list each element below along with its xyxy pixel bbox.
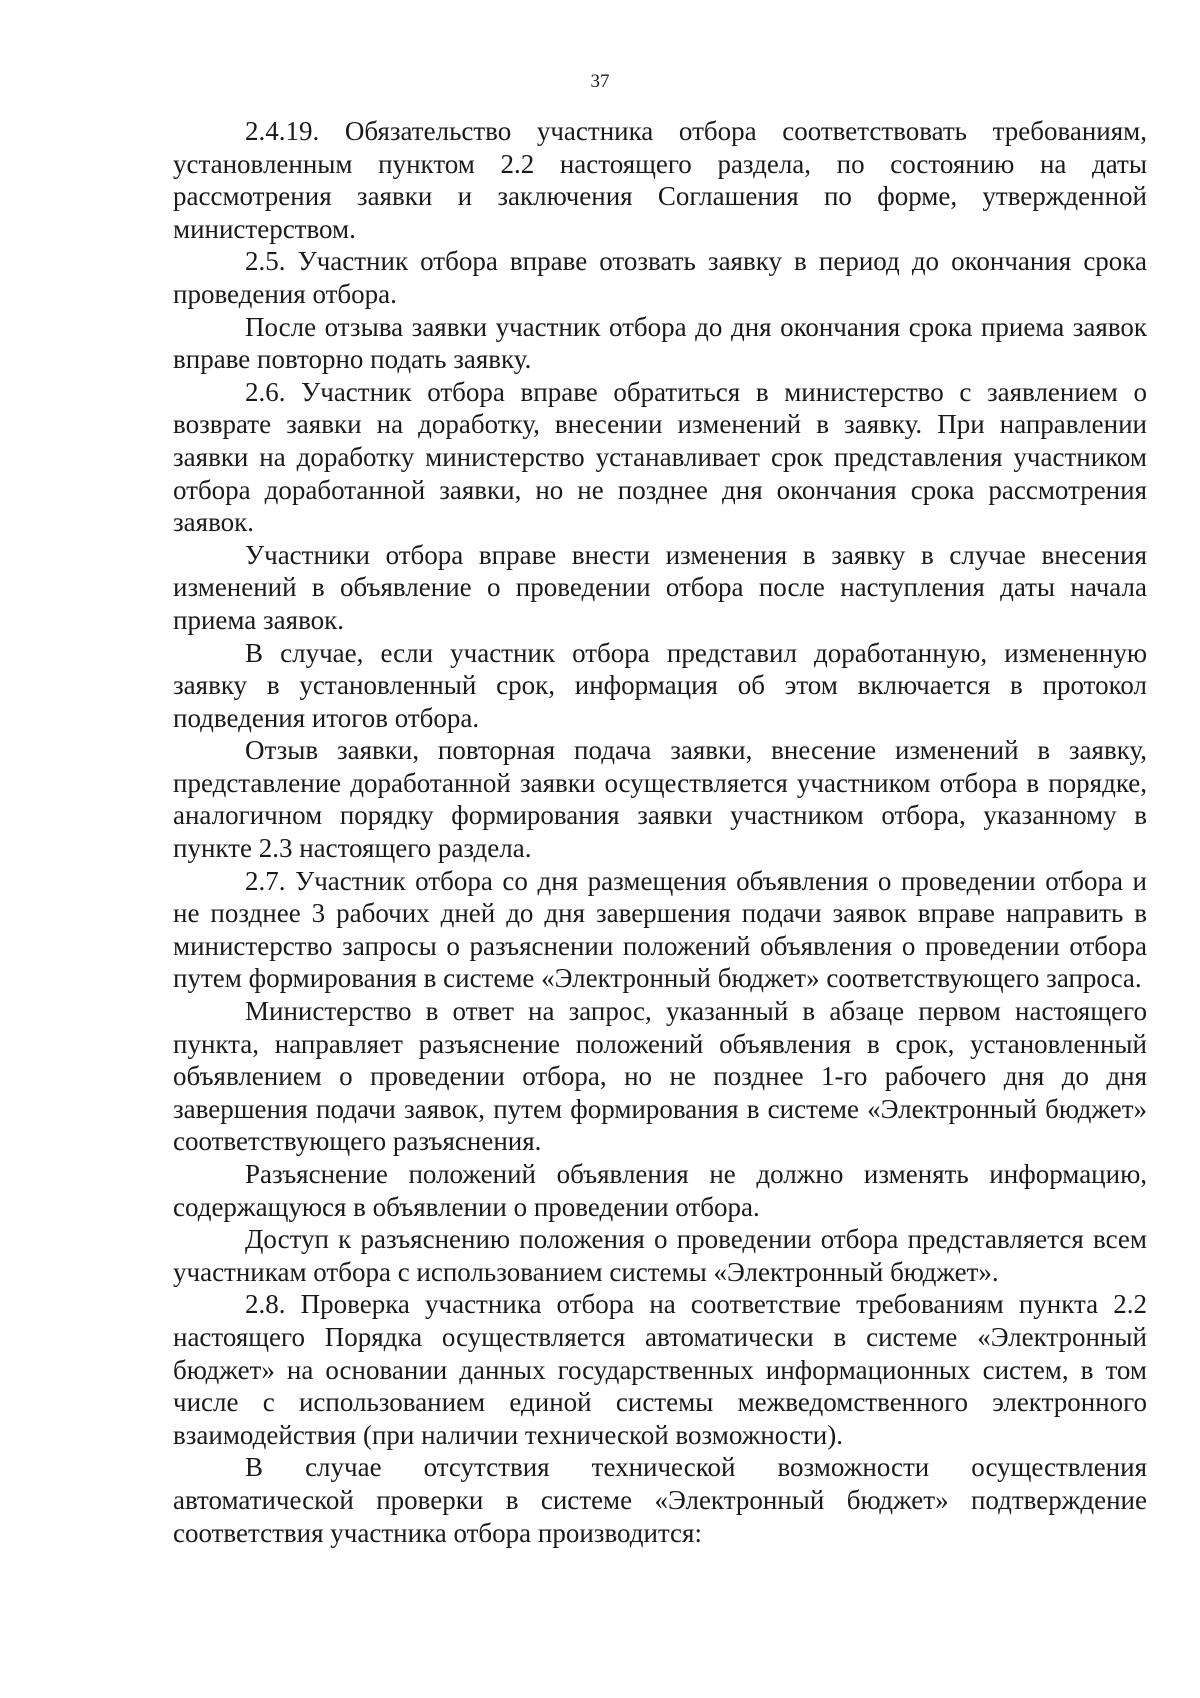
- paragraph-2-6: 2.6. Участник отбора вправе обратиться в министерство с заявлением о возврате заявки на доработку, внесении изменений в заявку. При направлении заявки на доработку министерство устанавливает срок представления участником отбора доработанной заявки, но не позднее дня окончания срока рассмотрения заявок.: [173, 376, 1147, 538]
- paragraph-manual-verification: В случае отсутствия технической возможности осуществления автоматической проверки в системе «Электронный бюджет» подтверждение соответствия участника отбора производится:: [173, 1452, 1147, 1548]
- paragraph-clarification-access: Доступ к разъяснению положения о проведении отбора представляется всем участникам отбора с использованием системы «Электронный бюджет».: [173, 1224, 1147, 1287]
- paragraph-ministry-response: Министерство в ответ на запрос, указанный в абзаце первом настоящего пункта, направляет разъяснение положений объявления в срок, установленный объявлением о проведении отбора, но не позднее 1-го рабочего дня до дня завершения подачи заявок, путем формирования в системе «Электронный бюджет» соответствующего разъяснения.: [173, 996, 1147, 1157]
- paragraph-resubmit-after-withdrawal: После отзыва заявки участник отбора до дня окончания срока приема заявок вправе повторно подать заявку.: [173, 311, 1147, 375]
- paragraph-2-7: 2.7. Участник отбора со дня размещения объявления о проведении отбора и не позднее 3 рабочих дней до дня завершения подачи заявок вправе направить в министерство запросы о разъяснении положений объявления о проведении отбора путем формирования в системе «Электронный бюджет» соответствующего запроса.: [173, 865, 1147, 994]
- paragraph-2-8: 2.8. Проверка участника отбора на соответствие требованиям пункта 2.2 настоящего Порядка осуществляется автоматически в системе «Электронный бюджет» на основании данных государственных информационных систем, в том числе с использованием единой системы межведомственного электронного взаимодействия (при наличии технической возможности).: [173, 1289, 1147, 1450]
- paragraph-withdrawal-procedure: Отзыв заявки, повторная подача заявки, внесение изменений в заявку, представление доработанной заявки осуществляется участником отбора в порядке, аналогичном порядку формирования заявки участником отбора, указанному в пункте 2.3 настоящего раздела.: [173, 735, 1147, 864]
- page-number: 37: [590, 71, 610, 92]
- document-body: [173, 115, 1147, 1549]
- paragraph-2-4-19: 2.4.19. Обязательство участника отбора соответствовать требованиям, установленным пунктом 2.2 настоящего раздела, по состоянию на даты рассмотрения заявки и заключения Соглашения по форме, утвержденной министерством.: [173, 116, 1147, 244]
- paragraph-2-5: 2.5. Участник отбора вправе отозвать заявку в период до окончания срока проведения отбора.: [173, 246, 1147, 309]
- paragraph-clarification-limits: Разъяснение положений объявления не должно изменять информацию, содержащуюся в объявлении о проведении отбора.: [173, 1159, 1147, 1222]
- paragraph-protocol-inclusion: В случае, если участник отбора представил доработанную, измененную заявку в установленный срок, информация об этом включается в протокол подведения итогов отбора.: [173, 637, 1147, 733]
- paragraph-changes-after-announcement: Участники отбора вправе внести изменения в заявку в случае внесения изменений в объявление о проведении отбора после наступления даты начала приема заявок.: [173, 539, 1147, 635]
